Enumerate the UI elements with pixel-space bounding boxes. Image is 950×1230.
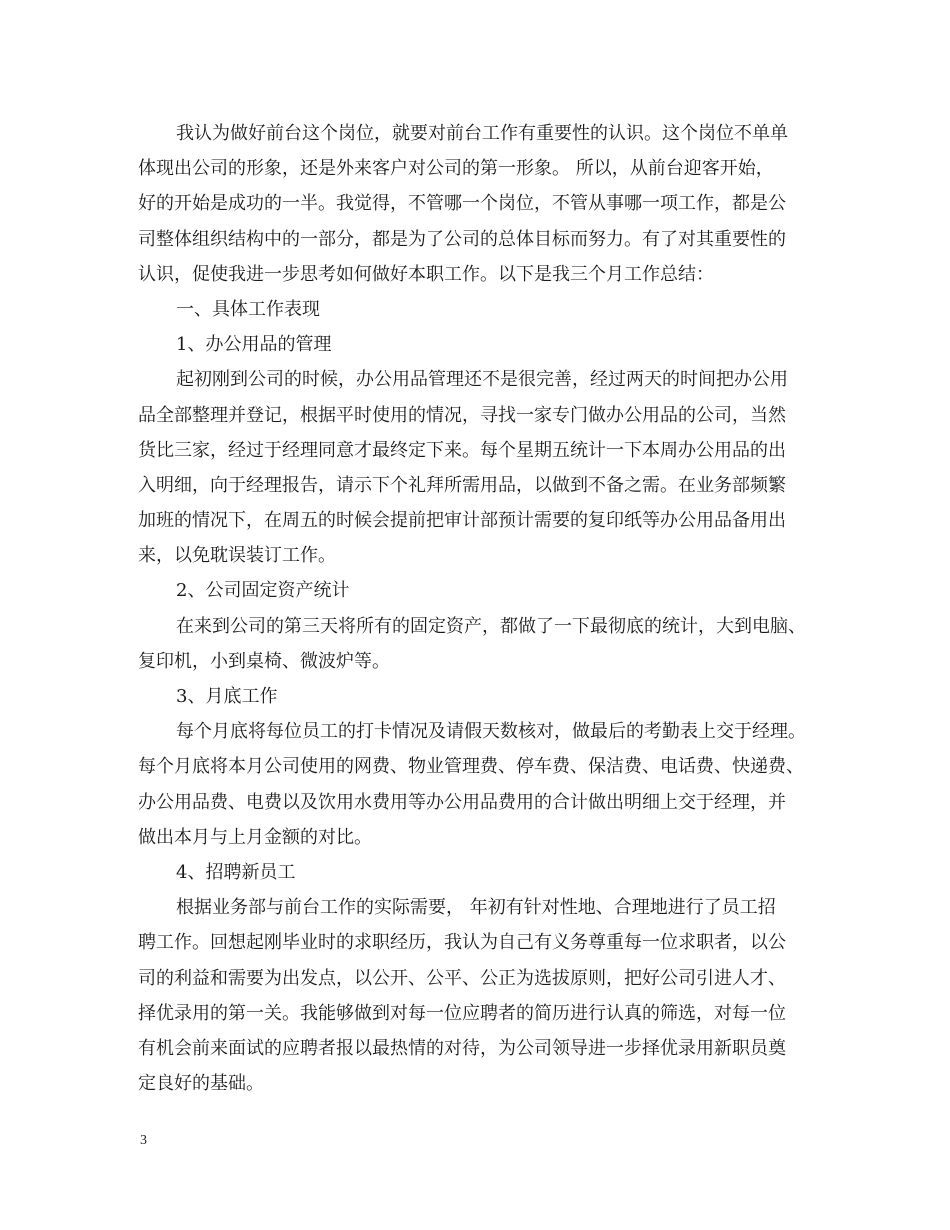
- text-line: 认识，促使我进一步思考如何做好本职工作。以下是我三个月工作总结：: [138, 263, 714, 285]
- text-line: 3、月底工作: [176, 686, 278, 707]
- text-line: 货比三家，经过于经理同意才最终定下来。每个星期五统计一下本周办公用品的出: [138, 439, 786, 461]
- text-line: 4、招聘新员工: [176, 861, 296, 883]
- text-line: 1、办公用品的管理: [176, 334, 332, 356]
- page-number: 3: [140, 1133, 147, 1148]
- text-line: 根据业务部与前台工作的实际需要， 年初有针对性地、合理地进行了员工招: [176, 897, 776, 919]
- text-line: 每个月底将每位员工的打卡情况及请假天数核对，做最后的考勤表上交于经理。: [176, 721, 806, 743]
- text-line: 司整体组织结构中的一部分，都是为了公司的总体目标而努力。有了对其重要性的: [138, 228, 786, 250]
- text-line: 司的利益和需要为出发点，以公开、公平、公正为选拔原则，把好公司引进人才、: [138, 967, 786, 989]
- text-line: 每个月底将本月公司使用的网费、物业管理费、停车费、保洁费、电话费、快递费、: [138, 756, 804, 778]
- document-body: [138, 116, 828, 1101]
- text-line: 办公用品费、电费以及饮用水费用等办公用品费用的合计做出明细上交于经理，并: [138, 791, 786, 813]
- text-line: 好的开始是成功的一半。我觉得，不管哪一个岗位，不管从事哪一项工作，都是公: [138, 193, 786, 215]
- text-line: 复印机，小到桌椅、微波炉等。: [138, 650, 390, 672]
- text-line: 加班的情况下，在周五的时候会提前把审计部预计需要的复印纸等办公用品备用出: [138, 510, 786, 532]
- text-line: 有机会前来面试的应聘者报以最热情的对待，为公司领导进一步择优录用新职员奠: [138, 1037, 786, 1059]
- text-line: 聘工作。回想起刚毕业时的求职经历，我认为自己有义务尊重每一位求职者，以公: [138, 932, 786, 954]
- text-line: 定良好的基础。: [138, 1073, 264, 1095]
- text-line: 2、公司固定资产统计: [176, 580, 350, 602]
- text-line: 做出本月与上月金额的对比。: [138, 826, 372, 848]
- text-line: 我认为做好前台这个岗位，就要对前台工作有重要性的认识。这个岗位不单单: [176, 123, 788, 144]
- text-line: 在来到公司的第三天将所有的固定资产，都做了一下最彻底的统计，大到电脑、: [176, 615, 806, 637]
- text-line: 起初刚到公司的时候，办公用品管理还不是很完善，经过两天的时间把办公用: [176, 369, 788, 391]
- text-line: 择优录用的第一关。我能够做到对每一位应聘者的简历进行认真的筛选，对每一位: [138, 1002, 786, 1024]
- text-line: 入明细，向于经理报告，请示下个礼拜所需用品，以做到不备之需。在业务部频繁: [138, 474, 786, 496]
- text-line: 来，以免耽误装订工作。: [138, 545, 336, 567]
- text-line: 一、具体工作表现: [176, 298, 320, 320]
- text-line: 体现出公司的形象，还是外来客户对公司的第一形象。 所以，从前台迎客开始，: [138, 158, 774, 180]
- text-line: 品全部整理并登记，根据平时使用的情况，寻找一家专门做办公用品的公司，当然: [138, 404, 786, 426]
